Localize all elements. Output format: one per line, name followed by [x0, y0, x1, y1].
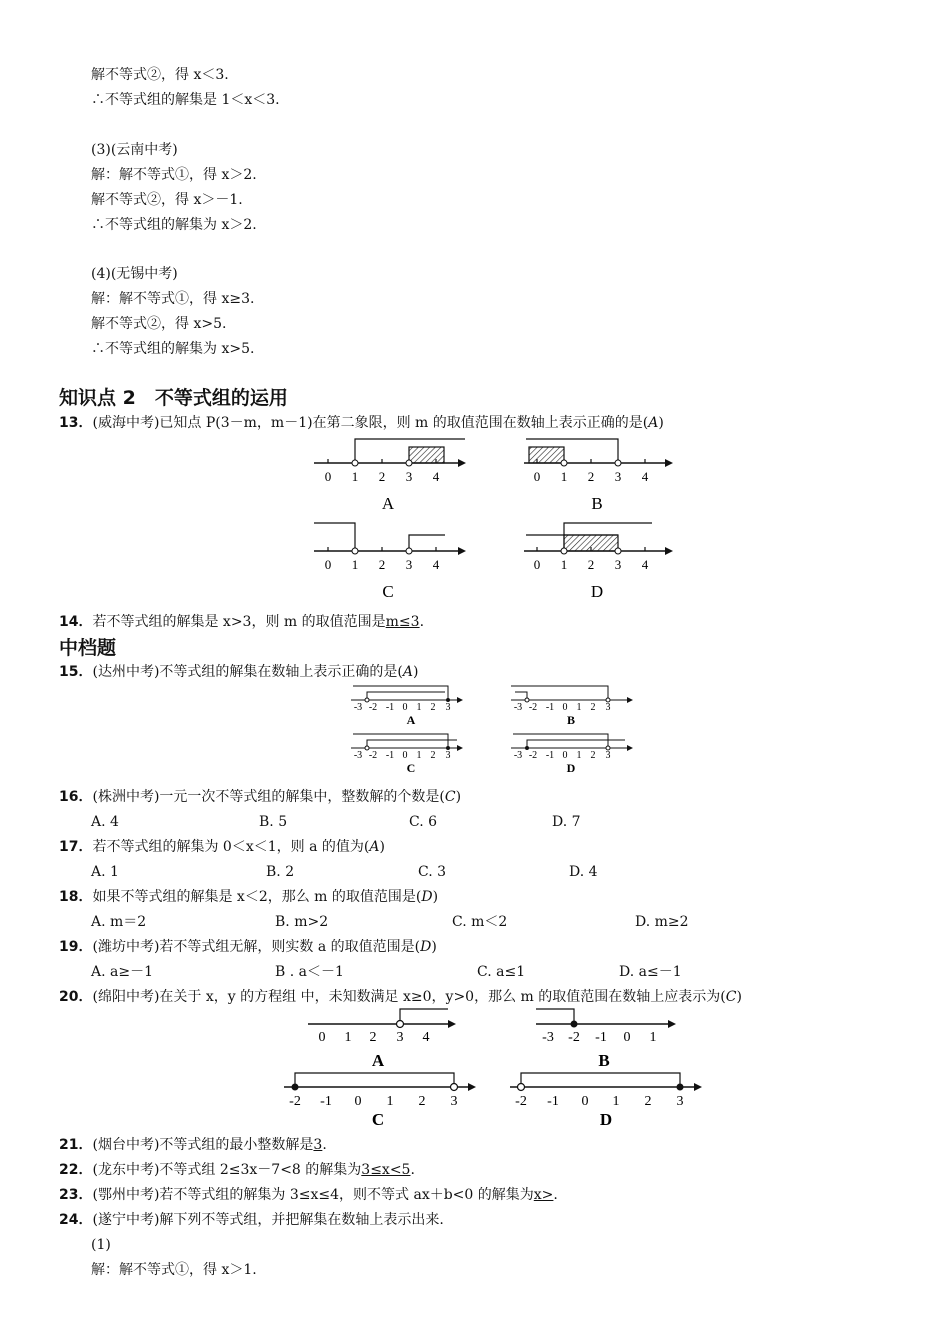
option-label: A	[381, 494, 395, 513]
question-16	[59, 788, 461, 806]
tick-label: 3	[614, 469, 622, 484]
tick-label: 2	[378, 557, 386, 572]
question-19	[59, 938, 437, 956]
bracket: )	[431, 939, 437, 955]
tick-label: 3	[445, 750, 451, 761]
figure-13-number-lines	[300, 435, 690, 605]
question-text: 若不等式组的解集是 x>3，则 m 的取值范围是	[92, 614, 386, 630]
sub-question-title: (3)(云南中考)	[91, 142, 178, 158]
period: .	[410, 1162, 415, 1178]
tick-label: 2	[418, 1094, 426, 1109]
question-number: 16．	[59, 789, 93, 805]
answer: C	[444, 789, 456, 805]
tick-label: 2	[369, 1030, 377, 1045]
answer: 3	[313, 1137, 323, 1153]
option-d-number-line	[511, 734, 633, 775]
question-text: (达州中考)不等式组的解集在数轴上表示正确的是(	[92, 664, 403, 680]
solution-line: 解：解不等式①，得 x＞1.	[91, 1262, 257, 1278]
tick-label: 0	[562, 702, 568, 713]
answer: A	[369, 839, 380, 855]
option-label: C	[382, 582, 394, 601]
answer: 3≤x<5	[361, 1162, 411, 1178]
solution-line: 解不等式②，得 x＜3.	[91, 67, 229, 83]
question-number: 24．	[59, 1212, 93, 1228]
question-text: (烟台中考)不等式组的最小整数解是	[92, 1137, 314, 1153]
option: D. a≤－1	[619, 964, 682, 980]
tick-label: 3	[396, 1030, 404, 1045]
option: A. m＝2	[91, 914, 147, 930]
tick-label: 1	[560, 557, 568, 572]
answer: D	[420, 939, 432, 955]
tick-label: 1	[416, 750, 422, 761]
section-heading: 知识点 2 不等式组的运用	[59, 387, 288, 409]
question-text: (绵阳中考)在关于 x，y 的方程组 中，未知数满足 x≥0，y>0，那么 m 的取值范围在数轴上应表示为(	[92, 989, 726, 1005]
tick-label: 3	[605, 750, 611, 761]
option-label: C	[371, 1110, 385, 1129]
tick-label: 0	[324, 557, 332, 572]
question-17	[59, 838, 385, 856]
question-22	[59, 1161, 415, 1179]
tick-label: -2	[289, 1094, 301, 1109]
bracket: )	[432, 889, 439, 905]
question-text: 如果不等式组的解集是 x＜2，那么 m 的取值范围是(	[92, 889, 422, 905]
question-21	[59, 1136, 327, 1154]
tick-label: 2	[378, 469, 386, 484]
bracket: )	[379, 839, 385, 855]
option: D. 7	[552, 814, 581, 830]
option-d-number-line	[524, 523, 673, 601]
answer: D	[421, 889, 433, 905]
tick-label: -3	[513, 750, 523, 761]
question-number: 13．	[59, 415, 93, 431]
option: A. a≥－1	[91, 964, 153, 980]
tick-label: 0	[402, 702, 408, 713]
solution-line: 解不等式②，得 x＞－1.	[91, 192, 243, 208]
bracket: )	[736, 989, 742, 1005]
tick-label: -1	[545, 750, 555, 761]
tick-label: 0	[402, 750, 408, 761]
tick-label: 1	[416, 702, 422, 713]
option: B . a＜－1	[275, 964, 344, 980]
tick-label: -2	[568, 1030, 580, 1045]
question-text: 若不等式组的解集为 0＜x＜1，则 a 的值为(	[92, 839, 370, 855]
option-a-number-line	[308, 1009, 456, 1070]
tick-label: 2	[430, 750, 436, 761]
tick-label: -1	[545, 702, 555, 713]
tick-label: 3	[405, 557, 413, 572]
tick-label: 1	[649, 1030, 657, 1045]
question-text: (株洲中考)一元一次不等式组的解集中，整数解的个数是(	[92, 789, 445, 805]
question-text: (威海中考)已知点 P(3－m，m－1)在第二象限，则 m 的取值范围在数轴上表示正确的是(	[92, 415, 649, 431]
option: C. a≤1	[477, 964, 526, 980]
option-label: C	[406, 761, 416, 775]
tick-label: -2	[368, 702, 378, 713]
tick-label: 4	[641, 469, 649, 484]
tick-label: -1	[320, 1094, 332, 1109]
option: C. 3	[418, 864, 447, 880]
tick-label: 1	[576, 750, 582, 761]
option: B. 5	[259, 814, 288, 830]
option-label: B	[598, 1051, 610, 1070]
tick-label: 1	[351, 469, 359, 484]
option-b-number-line	[524, 439, 673, 513]
answer: x>	[533, 1187, 554, 1203]
tick-label: -1	[595, 1030, 607, 1045]
option-label: D	[599, 1110, 613, 1129]
option: C. m＜2	[452, 914, 508, 930]
figure-20-number-lines	[280, 1005, 710, 1130]
tick-label: 4	[422, 1030, 430, 1045]
tick-label: -2	[368, 750, 378, 761]
sub-question-title: (1)	[91, 1237, 111, 1253]
question-number: 23．	[59, 1187, 93, 1203]
bracket: )	[455, 789, 462, 805]
solution-line: ∴不等式组的解集为 x>5.	[91, 341, 255, 357]
option-label: B	[566, 713, 576, 727]
tick-label: -1	[547, 1094, 559, 1109]
question-number: 19．	[59, 939, 93, 955]
solution-line: ∴不等式组的解集为 x＞2.	[91, 217, 257, 233]
question-number: 22．	[59, 1162, 93, 1178]
tick-label: 0	[324, 469, 332, 484]
tick-label: 4	[432, 557, 440, 572]
option-a-number-line	[314, 439, 466, 513]
tick-label: -2	[515, 1094, 527, 1109]
tick-label: 3	[614, 557, 622, 572]
option: B. 2	[266, 864, 295, 880]
solution-line: ∴不等式组的解集是 1＜x＜3.	[91, 92, 280, 108]
tick-label: 2	[430, 702, 436, 713]
section-heading: 中档题	[59, 637, 117, 659]
sub-question-title: (4)(无锡中考)	[91, 266, 178, 282]
tick-label: 1	[386, 1094, 394, 1109]
option-b-number-line	[511, 686, 633, 727]
question-20	[59, 988, 742, 1006]
question-number: 18．	[59, 889, 93, 905]
option-c-number-line	[284, 1073, 476, 1129]
solution-line: 解不等式②，得 x>5.	[91, 316, 227, 332]
tick-label: 1	[612, 1094, 620, 1109]
answer: A	[648, 415, 659, 431]
tick-label: -3	[353, 750, 363, 761]
tick-label: 2	[587, 469, 595, 484]
question-number: 20．	[59, 989, 93, 1005]
figure-15-number-lines	[345, 682, 645, 782]
solution-line: 解：解不等式①，得 x＞2.	[91, 167, 257, 183]
tick-label: 2	[587, 557, 595, 572]
option-label: B	[591, 494, 603, 513]
option-label: D	[566, 761, 576, 775]
option: B. m>2	[275, 914, 329, 930]
tick-label: -1	[385, 702, 395, 713]
question-18	[59, 888, 438, 906]
tick-label: 3	[676, 1094, 684, 1109]
option-b-number-line	[536, 1009, 676, 1070]
tick-label: 3	[405, 469, 413, 484]
option-a-number-line	[351, 686, 463, 727]
tick-label: 1	[576, 702, 582, 713]
tick-label: 0	[533, 557, 541, 572]
question-text: (鄂州中考)若不等式组的解集为 3≤x≤4，则不等式 ax＋b<0 的解集为	[92, 1187, 534, 1203]
option: D. 4	[569, 864, 598, 880]
solution-line: 解：解不等式①，得 x≥3.	[91, 291, 255, 307]
tick-label: 3	[605, 702, 611, 713]
question-number: 14．	[59, 614, 93, 630]
option-d-number-line	[510, 1073, 702, 1129]
tick-label: 4	[641, 557, 649, 572]
tick-label: 0	[623, 1030, 631, 1045]
option: C. 6	[409, 814, 438, 830]
option-label: A	[406, 713, 416, 727]
tick-label: 0	[533, 469, 541, 484]
question-number: 17．	[59, 839, 93, 855]
question-24	[59, 1211, 444, 1229]
tick-label: 0	[318, 1030, 326, 1045]
tick-label: -3	[513, 702, 523, 713]
answer: A	[402, 664, 413, 680]
period: .	[419, 614, 425, 630]
answer: m≤3	[385, 614, 420, 630]
period: .	[553, 1187, 558, 1203]
tick-label: 1	[344, 1030, 352, 1045]
bracket: )	[658, 415, 664, 431]
tick-label: 2	[590, 750, 596, 761]
tick-label: 4	[432, 469, 440, 484]
tick-label: -1	[385, 750, 395, 761]
option: D. m≥2	[635, 914, 689, 930]
question-number: 21．	[59, 1137, 93, 1153]
tick-label: -2	[528, 702, 538, 713]
option-label: A	[371, 1051, 385, 1070]
answer: C	[725, 989, 737, 1005]
tick-label: -3	[542, 1030, 554, 1045]
period: .	[322, 1137, 327, 1153]
tick-label: -2	[528, 750, 538, 761]
question-23	[59, 1186, 558, 1204]
tick-label: 1	[560, 469, 568, 484]
question-text: (龙东中考)不等式组 2≤3x－7<8 的解集为	[92, 1162, 362, 1178]
tick-label: -3	[353, 702, 363, 713]
tick-label: 1	[351, 557, 359, 572]
option-label: D	[590, 582, 604, 601]
question-number: 15．	[59, 664, 93, 680]
tick-label: 3	[450, 1094, 458, 1109]
question-text: (潍坊中考)若不等式组无解，则实数 a 的取值范围是(	[92, 939, 421, 955]
question-text: (遂宁中考)解下列不等式组，并把解集在数轴上表示出来.	[92, 1212, 444, 1228]
tick-label: 2	[590, 702, 596, 713]
question-15	[59, 663, 418, 681]
tick-label: 0	[562, 750, 568, 761]
option-c-number-line	[314, 523, 466, 601]
question-13	[59, 414, 664, 432]
tick-label: 3	[445, 702, 451, 713]
bracket: )	[413, 664, 419, 680]
option: A. 1	[91, 864, 119, 880]
option: A. 4	[91, 814, 119, 830]
tick-label: 0	[581, 1094, 589, 1109]
option-c-number-line	[351, 734, 463, 775]
question-14	[59, 613, 424, 631]
tick-label: 0	[354, 1094, 362, 1109]
tick-label: 2	[644, 1094, 652, 1109]
